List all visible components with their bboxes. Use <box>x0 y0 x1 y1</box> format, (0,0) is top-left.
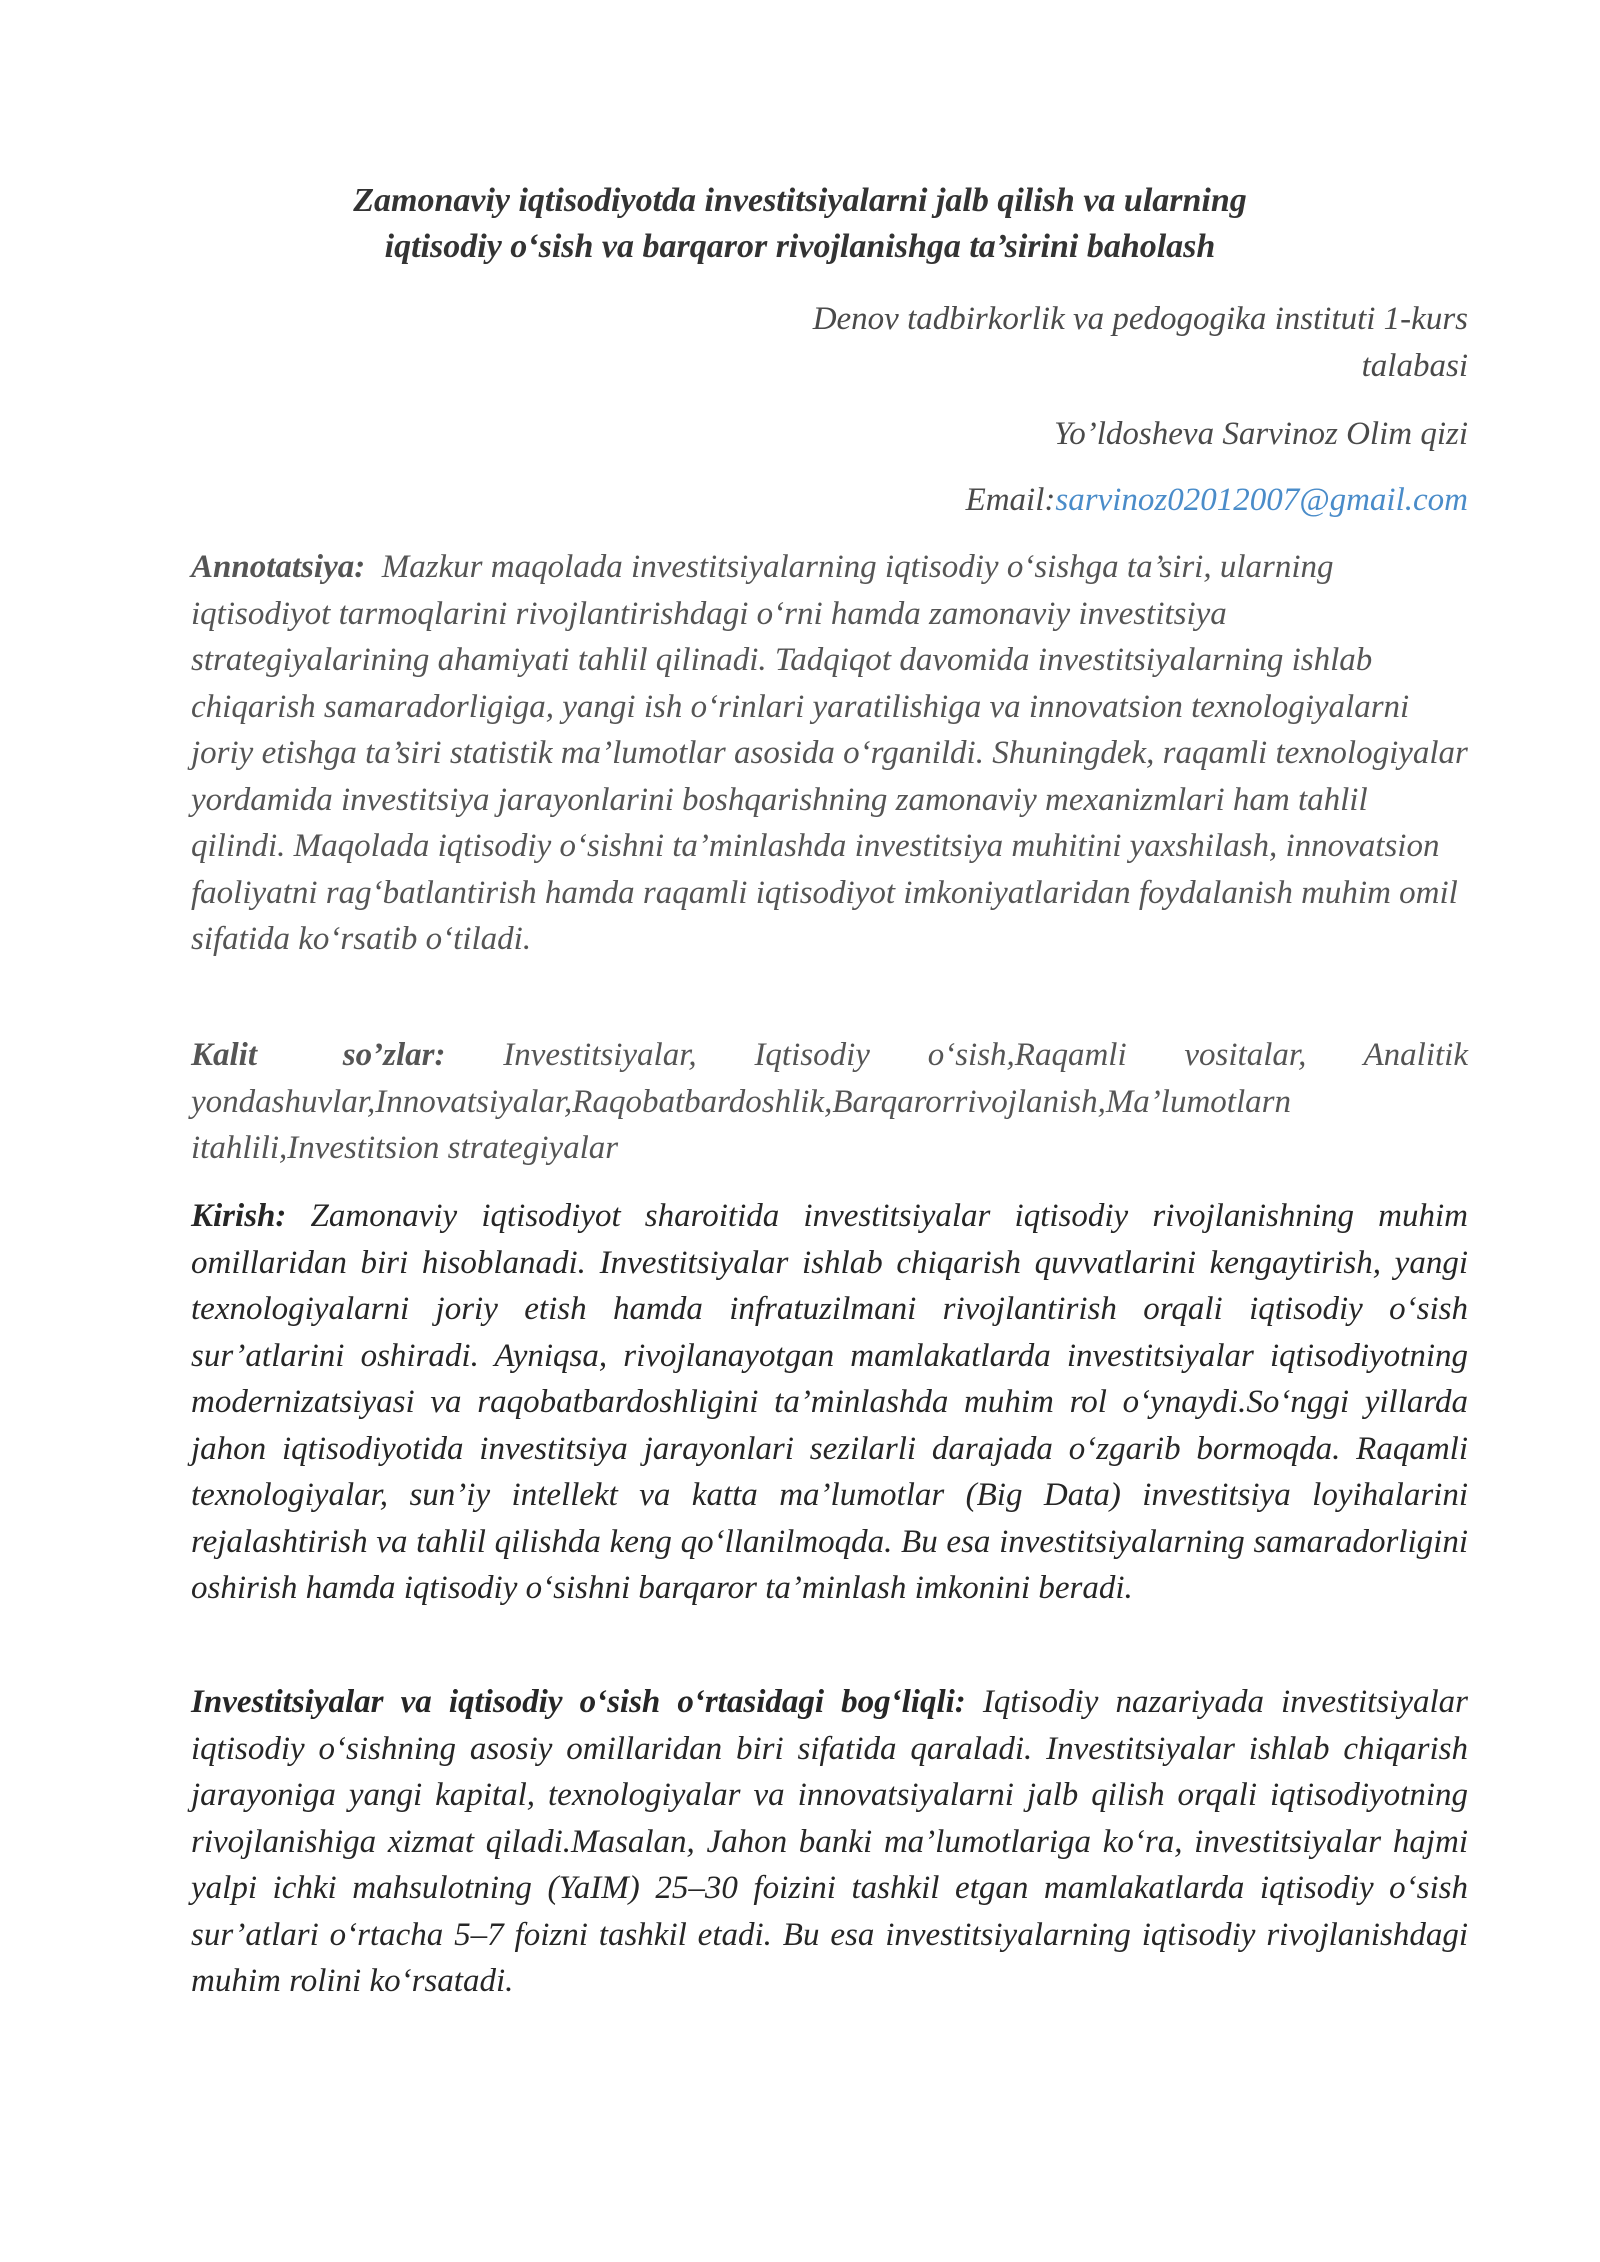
section-investments-growth <box>191 1679 1468 2005</box>
title-line-2: iqtisodiy o‘sish va barqaror rivojlanishga ta’sirini baholash <box>384 228 1216 265</box>
section-heading: Investitsiyalar va iqtisodiy o‘sish o‘rtasidagi bog‘liqli: <box>191 1684 966 1720</box>
annotation-label: Annotatsiya: <box>191 549 366 585</box>
email-link[interactable]: sarvinoz02012007@gmail.com <box>1055 482 1468 518</box>
keywords-text: Investitsiyalar, Iqtisodiy o‘sish,Raqamli vositalar, Analitik yondashuvlar,Innovatsiyalar,Raqobatbardoshlik,Barqarorrivojlanish,Ma’lumotlarn itahlili,Investitsion strategiyalar <box>191 1037 1468 1166</box>
introduction-paragraph <box>191 1193 1468 1612</box>
institution-line-1: Denov tadbirkorlik va pedogogika instituti 1-kurs <box>812 301 1468 337</box>
annotation-text: Mazkur maqolada investitsiyalarning iqtisodiy o‘sishga ta’siri, ularning iqtisodiyot tarmoqlarini rivojlantirishdagi o‘rni hamda zamonaviy investitsiya strategiyalarining ahamiyati tahlil qilinadi. Tadqiqot davomida investitsiyalarning ishlab chiqarish samaradorligiga, yangi ish o‘rinlari yaratilishiga va innovatsion texnologiyalarni joriy etishga ta’siri statistik ma’lumotlar asosida o‘rganildi. Shuningdek, raqamli texnologiyalar yordamida investitsiya jarayonlarini boshqarishning zamonaviy mexanizmlari ham tahlil qilindi. Maqolada iqtisodiy o‘sishni ta’minlashda investitsiya muhitini yaxshilash, innovatsion faoliyatni rag‘batlantirish hamda raqamli iqtisodiyot imkoniyatlaridan foydalanish muhim omil sifatida ko‘rsatib o‘tiladi. <box>191 549 1468 957</box>
introduction-text: Zamonaviy iqtisodiyot sharoitida investitsiyalar iqtisodiy rivojlanishning muhim omillaridan biri hisoblanadi. Investitsiyalar ishlab chiqarish quvvatlarini kengaytirish, yangi texnologiyalarni joriy etish hamda infratuzilmani rivojlantirish orqali iqtisodiy o‘sish sur’atlarini oshiradi. Ayniqsa, rivojlanayotgan mamlakatlarda investitsiyalar iqtisodiyotning modernizatsiyasi va raqobatbardoshligini ta’minlashda muhim rol o‘ynaydi.So‘nggi yillarda jahon iqtisodiyotida investitsiya jarayonlari sezilarli darajada o‘zgarib bormoqda. Raqamli texnologiyalar, sun’iy intellekt va katta ma’lumotlar (Big Data) investitsiya loyihalarini rejalashtirish va tahlil qilishda keng qo‘llanilmoqda. Bu esa investitsiyalarning samaradorligini oshirish hamda iqtisodiy o‘sishni barqaror ta’minlash imkonini beradi. <box>191 1198 1469 1606</box>
author-email-line <box>568 478 1468 522</box>
introduction-label: Kirish: <box>191 1198 287 1234</box>
institution-line-2: talabasi <box>1361 348 1468 384</box>
annotation-paragraph <box>191 544 1468 963</box>
author-name: Yo’ldosheva Sarvinoz Olim qizi <box>1053 416 1468 452</box>
section-text: Iqtisodiy nazariyada investitsiyalar iqtisodiy o‘sishning asosiy omillaridan biri sifatida qaraladi. Investitsiyalar ishlab chiqarish jarayoniga yangi kapital, texnologiyalar va innovatsiyalarni jalb qilish orqali iqtisodiyotning rivojlanishiga xizmat qiladi.Masalan, Jahon banki ma’lumotlariga ko‘ra, investitsiyalar hajmi yalpi ichki mahsulotning (YaIM) 25–30 foizini tashkil etgan mamlakatlarda iqtisodiy o‘sish sur’atlari o‘rtacha 5–7 foizni tashkil etadi. Bu esa investitsiyalarning iqtisodiy rivojlanishdagi muhim rolini ko‘rsatadi. <box>191 1684 1469 1999</box>
keywords-label: Kalit so’zlar: <box>191 1037 446 1073</box>
paper-title <box>190 178 1410 270</box>
title-line-1: Zamonaviy iqtisodiyotda investitsiyalarni jalb qilish va ularning <box>353 182 1247 219</box>
keywords-paragraph <box>191 1032 1468 1172</box>
author-institution <box>568 296 1468 390</box>
email-label: Email: <box>965 482 1056 518</box>
